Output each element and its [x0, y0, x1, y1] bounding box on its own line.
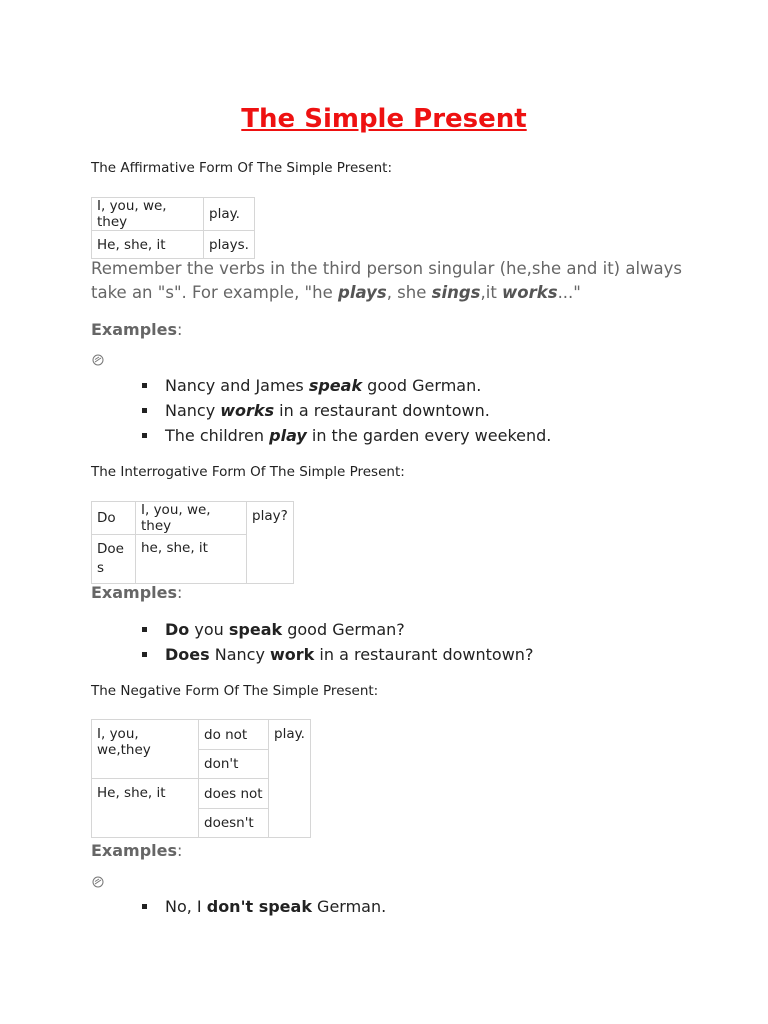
affirmative-examples-list: [140, 373, 551, 448]
note-emphasis: sings: [431, 283, 481, 302]
interrogative-table: [91, 501, 294, 584]
examples-label-text: Examples: [91, 841, 178, 860]
table-cell: play?: [247, 502, 294, 584]
table-cell: I, you, we, they: [136, 502, 247, 535]
bullet: [142, 627, 147, 632]
example-text: Nancy and James: [165, 376, 309, 395]
example-text: No, I: [165, 897, 207, 916]
example-text: in a restaurant downtown?: [314, 645, 534, 664]
table-cell: I, you, we,they: [92, 720, 199, 779]
cell-text: s: [97, 560, 105, 576]
bullet: [142, 652, 147, 657]
list-item: [140, 642, 533, 667]
page-title: The Simple Present: [241, 104, 527, 134]
cell-text: Doe: [97, 541, 124, 557]
examples-label-text: Examples: [91, 583, 178, 602]
example-text: good German?: [282, 620, 405, 639]
examples-label: [91, 841, 182, 860]
table-row: [92, 198, 255, 231]
note-text: ...": [557, 283, 581, 302]
examples-label-colon: :: [177, 320, 183, 339]
example-text: in a restaurant downtown.: [274, 401, 490, 420]
example-aux: Does: [165, 645, 210, 664]
list-item: [140, 894, 386, 919]
example-text: you: [189, 620, 229, 639]
interrogative-examples-list: [140, 617, 533, 667]
example-verb: works: [220, 401, 275, 420]
note-text: Remember the verbs in the third person singular (he,she and it) always take an "s". For example, "he: [91, 259, 683, 302]
table-cell: does not: [199, 779, 269, 809]
interrogative-heading: The Interrogative Form Of The Simple Present:: [91, 464, 405, 480]
example-verb: play: [269, 426, 307, 445]
table-cell: He, she, it: [92, 779, 199, 838]
bullet: [142, 408, 147, 413]
example-verb: speak: [308, 376, 363, 395]
negative-heading: The Negative Form Of The Simple Present:: [91, 683, 379, 699]
third-person-note: [91, 257, 691, 305]
broken-image-icon: [92, 876, 104, 888]
affirmative-table: [91, 197, 255, 259]
example-text: German.: [311, 897, 387, 916]
bullet: [142, 433, 147, 438]
table-cell: I, you, we, they: [92, 198, 204, 231]
bullet: [142, 383, 147, 388]
table-cell: [92, 535, 136, 584]
affirmative-heading: The Affirmative Form Of The Simple Present:: [91, 160, 393, 176]
table-cell: play.: [269, 720, 311, 838]
table-cell: play.: [204, 198, 255, 231]
list-item: [140, 617, 533, 642]
examples-label-colon: :: [177, 841, 183, 860]
example-verb: work: [270, 645, 315, 664]
note-text: , she: [386, 283, 432, 302]
table-row: [92, 231, 255, 259]
table-cell: Do: [92, 502, 136, 535]
example-aux: Do: [165, 620, 190, 639]
examples-label-text: Examples: [91, 320, 178, 339]
table-cell: he, she, it: [136, 535, 247, 584]
examples-label: [91, 320, 182, 339]
negative-examples-list: [140, 894, 386, 919]
table-cell: plays.: [204, 231, 255, 259]
example-text: The children: [165, 426, 270, 445]
bullet: [142, 904, 147, 909]
example-text: Nancy: [165, 401, 221, 420]
note-emphasis: works: [502, 283, 558, 302]
example-text: in the garden every weekend.: [306, 426, 552, 445]
table-cell: don't: [199, 750, 269, 779]
list-item: [140, 398, 551, 423]
example-verb: don't speak: [206, 897, 312, 916]
table-cell: He, she, it: [92, 231, 204, 259]
negative-table: [91, 719, 311, 838]
note-text: ,it: [480, 283, 503, 302]
table-cell: do not: [199, 720, 269, 750]
example-text: Nancy: [209, 645, 271, 664]
table-cell: doesn't: [199, 809, 269, 838]
examples-label: [91, 583, 182, 602]
examples-label-colon: :: [177, 583, 183, 602]
table-row: [92, 502, 294, 535]
list-item: [140, 373, 551, 398]
example-verb: speak: [228, 620, 283, 639]
list-item: [140, 423, 551, 448]
note-emphasis: plays: [338, 283, 387, 302]
table-row: [92, 720, 311, 750]
example-text: good German.: [362, 376, 482, 395]
broken-image-icon: [92, 354, 104, 366]
